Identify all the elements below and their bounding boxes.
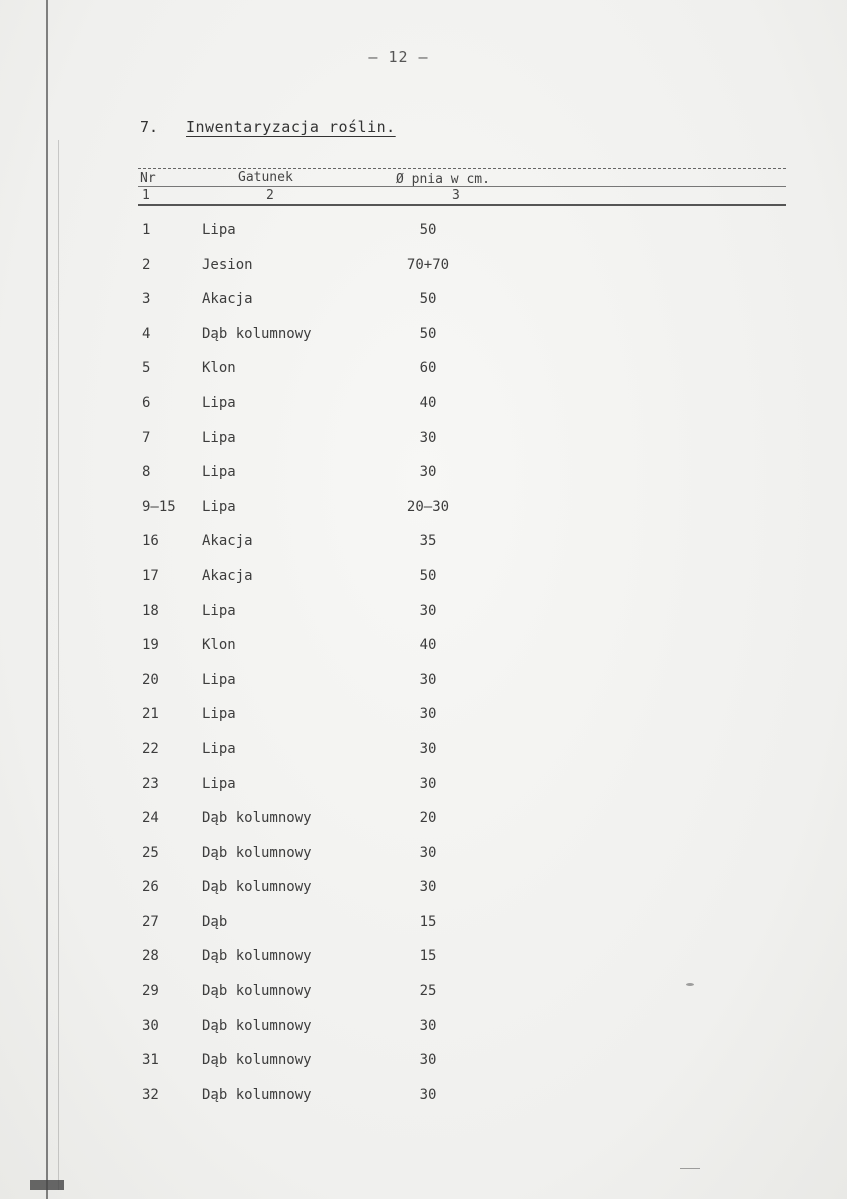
section-heading (140, 118, 396, 136)
row-species: Dąb kolumnowy (202, 1017, 312, 1034)
row-number: 32 (142, 1086, 159, 1103)
table-row (138, 908, 538, 943)
row-number: 5 (142, 360, 151, 377)
row-species: Dąb kolumnowy (202, 983, 312, 1000)
row-species: Dąb kolumnowy (202, 1086, 312, 1103)
table-row (138, 735, 538, 770)
page-number: – 12 – (368, 48, 429, 66)
row-number: 26 (142, 879, 159, 896)
row-species: Lipa (202, 706, 236, 723)
table-row (138, 493, 538, 528)
row-diameter: 30 (419, 879, 437, 896)
table-header (138, 168, 786, 208)
table-row (138, 942, 538, 977)
row-diameter: 50 (419, 291, 437, 308)
row-number: 24 (142, 810, 159, 827)
row-number: 27 (142, 913, 159, 930)
row-diameter: 30 (419, 602, 437, 619)
row-species: Dąb kolumnowy (202, 879, 312, 896)
row-number: 7 (142, 429, 151, 446)
row-number: 2 (142, 256, 151, 273)
table-row (138, 597, 538, 632)
row-species: Dąb kolumnowy (202, 1052, 312, 1069)
header-column-number-1: 1 (142, 188, 150, 203)
table-row (138, 1012, 538, 1047)
row-number: 18 (142, 602, 159, 619)
table-row (138, 1081, 538, 1116)
row-diameter: 50 (419, 567, 437, 584)
row-number: 28 (142, 948, 159, 965)
row-diameter: 30 (419, 671, 437, 688)
row-diameter: 30 (419, 740, 437, 757)
header-rule-bottom (138, 204, 786, 206)
binding-edge-line (46, 0, 48, 1199)
row-number: 4 (142, 325, 151, 342)
header-gatunek: Gatunek (238, 170, 293, 185)
section-title: Inwentaryzacja roślin. (186, 118, 396, 136)
scan-speck (680, 1168, 700, 1169)
row-species: Klon (202, 637, 236, 654)
row-diameter: 30 (419, 464, 437, 481)
row-diameter: 50 (419, 222, 437, 238)
table-row (138, 389, 538, 424)
row-diameter: 60 (419, 360, 437, 377)
row-number: 1 (142, 222, 151, 238)
row-number: 30 (142, 1017, 159, 1034)
row-diameter: 30 (419, 1086, 437, 1103)
row-diameter: 15 (419, 913, 437, 930)
header-nr: Nr (140, 171, 156, 186)
table-row (138, 804, 538, 839)
row-diameter: 20–30 (406, 498, 450, 515)
row-species: Akacja (202, 567, 253, 584)
row-species: Lipa (202, 740, 236, 757)
table-row (138, 700, 538, 735)
table-row (138, 873, 538, 908)
table-row (138, 562, 538, 597)
table-row (138, 354, 538, 389)
row-diameter: 15 (419, 948, 437, 965)
table-row (138, 631, 538, 666)
row-number: 8 (142, 464, 151, 481)
row-species: Dąb kolumnowy (202, 325, 312, 342)
table-row (138, 458, 538, 493)
row-number: 19 (142, 637, 159, 654)
table-row (138, 251, 538, 286)
table-row (138, 977, 538, 1012)
row-diameter: 30 (419, 844, 437, 861)
row-diameter: 30 (419, 1017, 437, 1034)
row-diameter: 50 (419, 325, 437, 342)
row-number: 31 (142, 1052, 159, 1069)
row-species: Akacja (202, 533, 253, 550)
row-species: Jesion (202, 256, 253, 273)
row-diameter: 40 (419, 394, 437, 411)
row-species: Dąb kolumnowy (202, 948, 312, 965)
row-species: Lipa (202, 775, 236, 792)
table-row (138, 285, 538, 320)
row-number: 23 (142, 775, 159, 792)
row-diameter: 30 (419, 706, 437, 723)
row-diameter: 30 (419, 429, 437, 446)
row-species: Lipa (202, 394, 236, 411)
header-column-number-3: 3 (452, 188, 460, 203)
row-species: Klon (202, 360, 236, 377)
row-diameter: 30 (419, 775, 437, 792)
table-row (138, 527, 538, 562)
row-number: 20 (142, 671, 159, 688)
row-species: Akacja (202, 291, 253, 308)
table-row (138, 1046, 538, 1081)
row-number: 22 (142, 740, 159, 757)
row-species: Lipa (202, 464, 236, 481)
scan-speck (686, 983, 694, 986)
table-row (138, 666, 538, 701)
row-number: 9–15 (142, 498, 176, 515)
row-diameter: 25 (419, 983, 437, 1000)
row-diameter: 20 (419, 810, 437, 827)
row-number: 21 (142, 706, 159, 723)
table-row (138, 839, 538, 874)
row-diameter: 40 (419, 637, 437, 654)
row-diameter: 35 (419, 533, 437, 550)
row-number: 16 (142, 533, 159, 550)
table-row (138, 424, 538, 459)
row-number: 6 (142, 394, 151, 411)
row-species: Lipa (202, 671, 236, 688)
row-number: 3 (142, 291, 151, 308)
row-number: 25 (142, 844, 159, 861)
header-column-number-2: 2 (266, 188, 274, 203)
header-diameter: Ø pnia w cm. (396, 172, 490, 187)
row-species: Lipa (202, 602, 236, 619)
row-species: Lipa (202, 222, 236, 238)
row-number: 17 (142, 567, 159, 584)
margin-shadow-line (58, 140, 59, 1190)
row-number: 29 (142, 983, 159, 1000)
row-species: Lipa (202, 498, 236, 515)
scan-corner-mark (30, 1180, 64, 1190)
table-row (138, 320, 538, 355)
table-row (138, 216, 538, 251)
section-number: 7. (140, 118, 159, 136)
row-species: Lipa (202, 429, 236, 446)
row-diameter: 30 (419, 1052, 437, 1069)
header-rule-top (138, 168, 786, 169)
row-species: Dąb (202, 913, 228, 930)
row-species: Dąb kolumnowy (202, 844, 312, 861)
table-row (138, 770, 538, 805)
row-species: Dąb kolumnowy (202, 810, 312, 827)
row-diameter: 70+70 (406, 256, 450, 273)
table-body (138, 216, 538, 1115)
